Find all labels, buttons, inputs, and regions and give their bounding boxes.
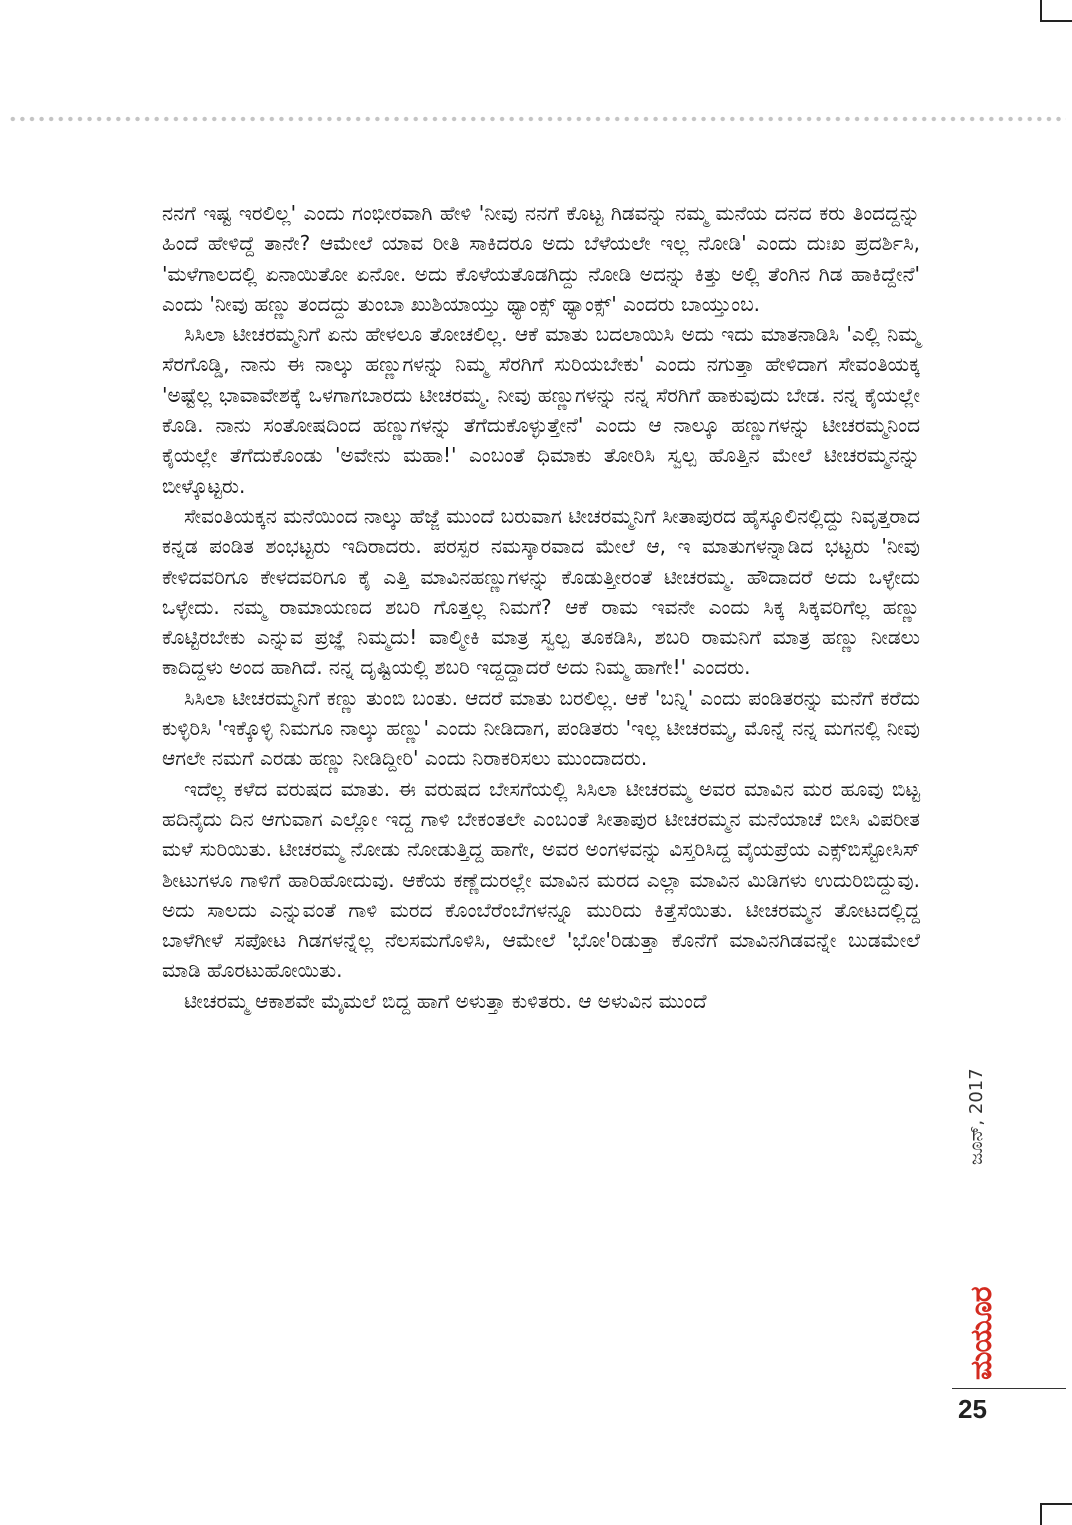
crop-mark-bottom-right-horizontal	[1040, 1503, 1072, 1505]
paragraph: ಸಿಸಿಲಾ ಟೀಚರಮ್ಮನಿಗೆ ಕಣ್ಣು ತುಂಬಿ ಬಂತು. ಆದರೆ ಮಾತು ಬರಲಿಲ್ಲ. ಆಕೆ 'ಬನ್ನಿ' ಎಂದು ಪಂಡಿತರನ್ನು ಮನೆಗೆ ಕರೆದು ಕುಳ್ಳಿರಿಸಿ 'ಇಕ್ಕೊಳ್ಳಿ ನಿಮಗೂ ನಾಲ್ಕು ಹಣ್ಣು' ಎಂದು ನೀಡಿದಾಗ, ಪಂಡಿತರು 'ಇಲ್ಲ ಟೀಚರಮ್ಮ, ಮೊನ್ನೆ ನನ್ನ ಮಗನಲ್ಲಿ ನೀವು ಆಗಲೇ ನಮಗೆ ಎರಡು ಹಣ್ಣು ನೀಡಿದ್ದೀರಿ' ಎಂದು ನಿರಾಕರಿಸಲು ಮುಂದಾದರು.	[162, 685, 920, 771]
issue-date: ಜೂನ್, 2017	[966, 1068, 987, 1165]
article-body	[162, 198, 920, 1016]
footer-rule	[952, 1388, 1066, 1389]
paragraph: ಸಿಸಿಲಾ ಟೀಚರಮ್ಮನಿಗೆ ಏನು ಹೇಳಲೂ ತೋಚಲಿಲ್ಲ. ಆಕೆ ಮಾತು ಬದಲಾಯಿಸಿ ಅದು ಇದು ಮಾತನಾಡಿಸಿ 'ಎಲ್ಲಿ ನಿಮ್ಮ ಸೆರಗೊಡ್ಡಿ, ನಾನು ಈ ನಾಲ್ಕು ಹಣ್ಣುಗಳನ್ನು ನಿಮ್ಮ ಸೆರಗಿಗೆ ಸುರಿಯಬೇಕು' ಎಂದು ನಗುತ್ತಾ ಹೇಳಿದಾಗ ಸೇವಂತಿಯಕ್ಕ 'ಅಷ್ಟೆಲ್ಲ ಭಾವಾವೇಶಕ್ಕೆ ಒಳಗಾಗಬಾರದು ಟೀಚರಮ್ಮ. ನೀವು ಹಣ್ಣುಗಳನ್ನು ನನ್ನ ಸೆರಗಿಗೆ ಹಾಕುವುದು ಬೇಡ. ನನ್ನ ಕೈಯಲ್ಲೇ ಕೊಡಿ. ನಾನು ಸಂತೋಷದಿಂದ ಹಣ್ಣುಗಳನ್ನು ತೆಗೆದುಕೊಳ್ಳುತ್ತೇನೆ' ಎಂದು ಆ ನಾಲ್ಕೂ ಹಣ್ಣುಗಳನ್ನು ಟೀಚರಮ್ಮನಿಂದ ಕೈಯಲ್ಲೇ ತೆಗೆದುಕೊಂಡು 'ಅವೇನು ಮಹಾ!' ಎಂಬಂತೆ ಧಿಮಾಕು ತೋರಿಸಿ ಸ್ವಲ್ಪ ಹೊತ್ತಿನ ಮೇಲೆ ಟೀಚರಮ್ಮನನ್ನು ಬೀಳ್ಕೊಟ್ಟರು.	[162, 322, 920, 498]
dotted-divider	[8, 116, 1066, 122]
crop-mark-bottom-right-vertical	[1040, 1503, 1042, 1525]
paragraph: ನನಗೆ ಇಷ್ಟ ಇರಲಿಲ್ಲ' ಎಂದು ಗಂಭೀರವಾಗಿ ಹೇಳಿ 'ನೀವು ನನಗೆ ಕೊಟ್ಟ ಗಿಡವನ್ನು ನಮ್ಮ ಮನೆಯ ದನದ ಕರು ತಿಂದದ್ದನ್ನು ಹಿಂದೆ ಹೇಳಿದ್ದೆ ತಾನೇ? ಆಮೇಲೆ ಯಾವ ರೀತಿ ಸಾಕಿದರೂ ಅದು ಬೆಳೆಯಲೇ ಇಲ್ಲ ನೋಡಿ' ಎಂದು ದುಃಖ ಪ್ರದರ್ಶಿಸಿ, 'ಮಳೆಗಾಲದಲ್ಲಿ ಏನಾಯಿತೋ ಏನೋ. ಅದು ಕೊಳೆಯತೊಡಗಿದ್ದು ನೋಡಿ ಅದನ್ನು ಕಿತ್ತು ಅಲ್ಲಿ ತೆಂಗಿನ ಗಿಡ ಹಾಕಿದ್ದೇನೆ' ಎಂದು 'ನೀವು ಹಣ್ಣು ತಂದದ್ದು ತುಂಬಾ ಖುಶಿಯಾಯ್ತು ಥ್ಯಾಂಕ್ಸ್ ಥ್ಯಾಂಕ್ಸ್' ಎಂದರು ಬಾಯ್ತುಂಬ.	[162, 201, 920, 316]
crop-mark-top-right-vertical	[1040, 0, 1042, 22]
page-number: 25	[958, 1394, 987, 1424]
crop-mark-top-right-horizontal	[1040, 20, 1072, 22]
paragraph: ಸೇವಂತಿಯಕ್ಕನ ಮನೆಯಿಂದ ನಾಲ್ಕು ಹೆಜ್ಜೆ ಮುಂದೆ ಬರುವಾಗ ಟೀಚರಮ್ಮನಿಗೆ ಸೀತಾಪುರದ ಹೈಸ್ಕೂಲಿನಲ್ಲಿದ್ದು ನಿವೃತ್ತರಾದ ಕನ್ನಡ ಪಂಡಿತ ಶಂಭಟ್ಟರು ಇದಿರಾದರು. ಪರಸ್ಪರ ನಮಸ್ಕಾರವಾದ ಮೇಲೆ ಆ, ಇ ಮಾತುಗಳನ್ನಾಡಿದ ಭಟ್ಟರು 'ನೀವು ಕೇಳಿದವರಿಗೂ ಕೇಳದವರಿಗೂ ಕೈ ಎತ್ತಿ ಮಾವಿನಹಣ್ಣುಗಳನ್ನು ಕೊಡುತ್ತೀರಂತೆ ಟೀಚರಮ್ಮ. ಹೌದಾದರೆ ಅದು ಒಳ್ಳೇದು ಒಳ್ಳೇದು. ನಮ್ಮ ರಾಮಾಯಣದ ಶಬರಿ ಗೊತ್ತಲ್ಲ ನಿಮಗೆ? ಆಕೆ ರಾಮ ಇವನೇ ಎಂದು ಸಿಕ್ಕ ಸಿಕ್ಕವರಿಗೆಲ್ಲ ಹಣ್ಣು ಕೊಟ್ಟಿರಬೇಕು ಎನ್ನುವ ಪ್ರಜ್ಞೆ ನಿಮ್ಮದು! ವಾಲ್ಮೀಕಿ ಮಾತ್ರ ಸ್ವಲ್ಪ ತೂಕಡಿಸಿ, ಶಬರಿ ರಾಮನಿಗೆ ಮಾತ್ರ ಹಣ್ಣು ನೀಡಲು ಕಾದಿದ್ದಳು ಅಂದ ಹಾಗಿದೆ. ನನ್ನ ದೃಷ್ಟಿಯಲ್ಲಿ ಶಬರಿ ಇದ್ದದ್ದಾದರೆ ಅದು ನಿಮ್ಮ ಹಾಗೇ!' ಎಂದರು.	[162, 503, 920, 680]
magazine-logo: ಮಯೂರ	[964, 1287, 999, 1380]
paragraph: ಟೀಚರಮ್ಮ ಆಕಾಶವೇ ಮೈಮಲೆ ಬಿದ್ದ ಹಾಗೆ ಅಳುತ್ತಾ ಕುಳಿತರು. ಆ ಅಳುವಿನ ಮುಂದೆ	[184, 988, 707, 1013]
paragraph: ಇದೆಲ್ಲ ಕಳೆದ ವರುಷದ ಮಾತು. ಈ ವರುಷದ ಬೇಸಗೆಯಲ್ಲಿ ಸಿಸಿಲಾ ಟೀಚರಮ್ಮ ಅವರ ಮಾವಿನ ಮರ ಹೂವು ಬಿಟ್ಟ ಹದಿನೈದು ದಿನ ಆಗುವಾಗ ಎಲ್ಲೋ ಇದ್ದ ಗಾಳಿ ಬೇಕಂತಲೇ ಎಂಬಂತೆ ಸೀತಾಪುರ ಟೀಚರಮ್ಮನ ಮನೆಯಾಚೆ ಬೀಸಿ ವಿಪರೀತ ಮಳೆ ಸುರಿಯಿತು. ಟೀಚರಮ್ಮ ನೋಡು ನೋಡುತ್ತಿದ್ದ ಹಾಗೇ, ಅವರ ಅಂಗಳವನ್ನು ವಿಸ್ತರಿಸಿದ್ದ ವೈಯಪ್ರೆಯ ಎಕ್ಸ್‌ಬಿಸ್ಟೋಸಿಸ್ ಶೀಟುಗಳೂ ಗಾಳಿಗೆ ಹಾರಿಹೋದುವು. ಆಕೆಯ ಕಣ್ಣೆದುರಲ್ಲೇ ಮಾವಿನ ಮರದ ಎಲ್ಲಾ ಮಾವಿನ ಮಿಡಿಗಳು ಉದುರಿಬಿದ್ದುವು. ಅದು ಸಾಲದು ಎನ್ನುವಂತೆ ಗಾಳಿ ಮರದ ಕೊಂಬೆರೆಂಬೆಗಳನ್ನೂ ಮುರಿದು ಕಿತ್ತೆಸೆಯಿತು. ಟೀಚರಮ್ಮನ ತೋಟದಲ್ಲಿದ್ದ ಬಾಳೆಗೀಳೆ ಸಪೋಟ ಗಿಡಗಳನ್ನೆಲ್ಲ ನೆಲಸಮಗೊಳಿಸಿ, ಆಮೇಲೆ 'ಭೋ'ರಿಡುತ್ತಾ ಕೊನೆಗೆ ಮಾವಿನಗಿಡವನ್ನೇ ಬುಡಮೇಲೆ ಮಾಡಿ ಹೊರಟುಹೋಯಿತು.	[162, 776, 920, 983]
